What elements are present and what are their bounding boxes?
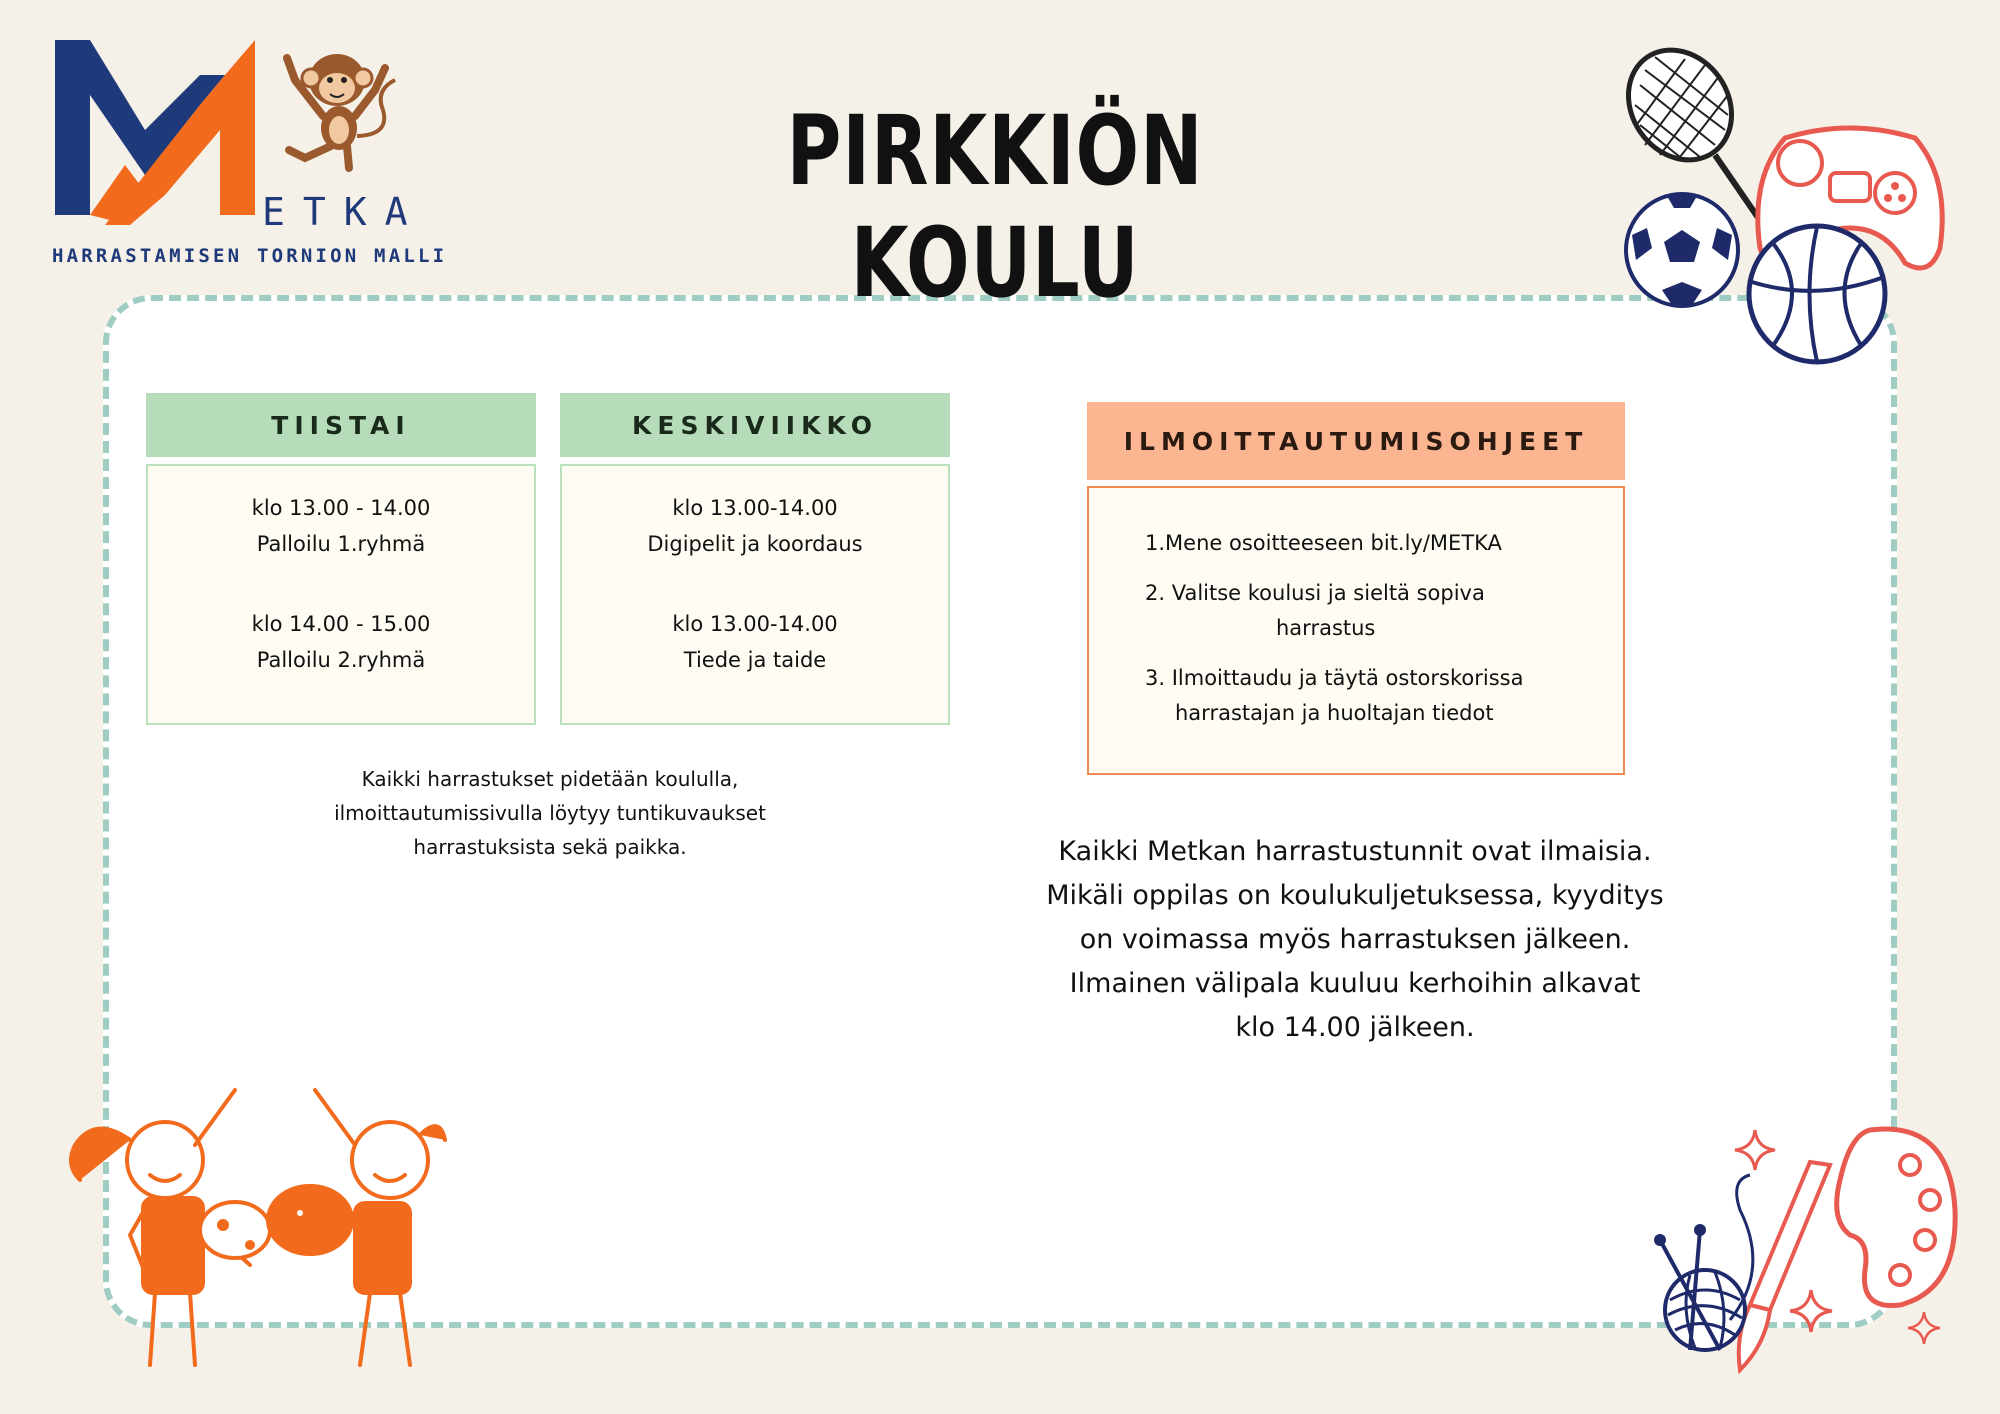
slot-time: klo 13.00-14.00: [672, 612, 838, 636]
slot-activity: Digipelit ja koordaus: [647, 532, 863, 556]
step-2: 2. Valitse koulusi ja sieltä sopiva: [1145, 581, 1485, 605]
sparkle-icon: [1908, 1312, 1940, 1344]
yarn-ball-icon: [1650, 1170, 1770, 1370]
day-header-wednesday: KESKIVIIKKO: [560, 393, 950, 457]
slot-activity: Palloilu 2.ryhmä: [256, 648, 426, 672]
note-line: harrastuksista sekä paikka.: [413, 835, 687, 859]
slot-time: klo 14.00 - 15.00: [251, 612, 431, 636]
step-3: 3. Ilmoittaudu ja täytä ostorskorissa: [1145, 666, 1524, 690]
day-box-tuesday: [146, 464, 536, 725]
info-paragraph: [965, 830, 1745, 1050]
day-box-wednesday: [560, 464, 950, 725]
page-title: PIRKKIÖN KOULU: [786, 95, 1204, 319]
step-1: 1.Mene osoitteeseen bit.ly/METKA: [1145, 531, 1502, 555]
info-line: on voimassa myös harrastuksen jälkeen.: [1079, 924, 1631, 955]
info-line: Ilmainen välipala kuuluu kerhoihin alkavat: [1069, 968, 1641, 999]
registration-steps: [1087, 486, 1625, 775]
note-line: ilmoittautumissivulla löytyy tuntikuvaukset: [334, 801, 766, 825]
slot-2: [148, 606, 534, 678]
step-3-cont: harrastajan ja huoltajan tiedot: [1175, 701, 1494, 725]
slot-1: [562, 490, 948, 562]
soccer-ball-icon: [1622, 190, 1742, 310]
logo-tagline: HARRASTAMISEN TORNION MALLI: [52, 245, 448, 267]
slot-time: klo 13.00 - 14.00: [251, 496, 431, 520]
slot-time: klo 13.00-14.00: [672, 496, 838, 520]
note-line: Kaikki harrastukset pidetään koululla,: [361, 767, 739, 791]
info-line: Mikäli oppilas on koulukuljetuksessa, kyyditys: [1046, 880, 1664, 911]
sparkle-icon: [1790, 1290, 1832, 1332]
day-header-tuesday: TIISTAI: [146, 393, 536, 457]
info-line: Kaikki Metkan harrastustunnit ovat ilmaisia.: [1058, 836, 1652, 867]
info-line: klo 14.00 jälkeen.: [1235, 1012, 1475, 1043]
monkey-icon: [275, 40, 405, 180]
schedule-note: [200, 762, 900, 864]
logo-word: ETKA: [262, 190, 426, 234]
registration-header: ILMOITTAUTUMISOHJEET: [1087, 402, 1625, 480]
slot-1: [148, 490, 534, 562]
palette-icon: [1830, 1120, 1960, 1310]
kids-hobby-horse-illustration: [55, 1085, 445, 1385]
slot-activity: Palloilu 1.ryhmä: [256, 532, 426, 556]
slot-activity: Tiede ja taide: [683, 648, 827, 672]
basketball-icon: [1742, 222, 1892, 367]
slot-2: [562, 606, 948, 678]
sparkle-icon: [1735, 1130, 1775, 1170]
step-2-cont: harrastus: [1276, 616, 1376, 640]
